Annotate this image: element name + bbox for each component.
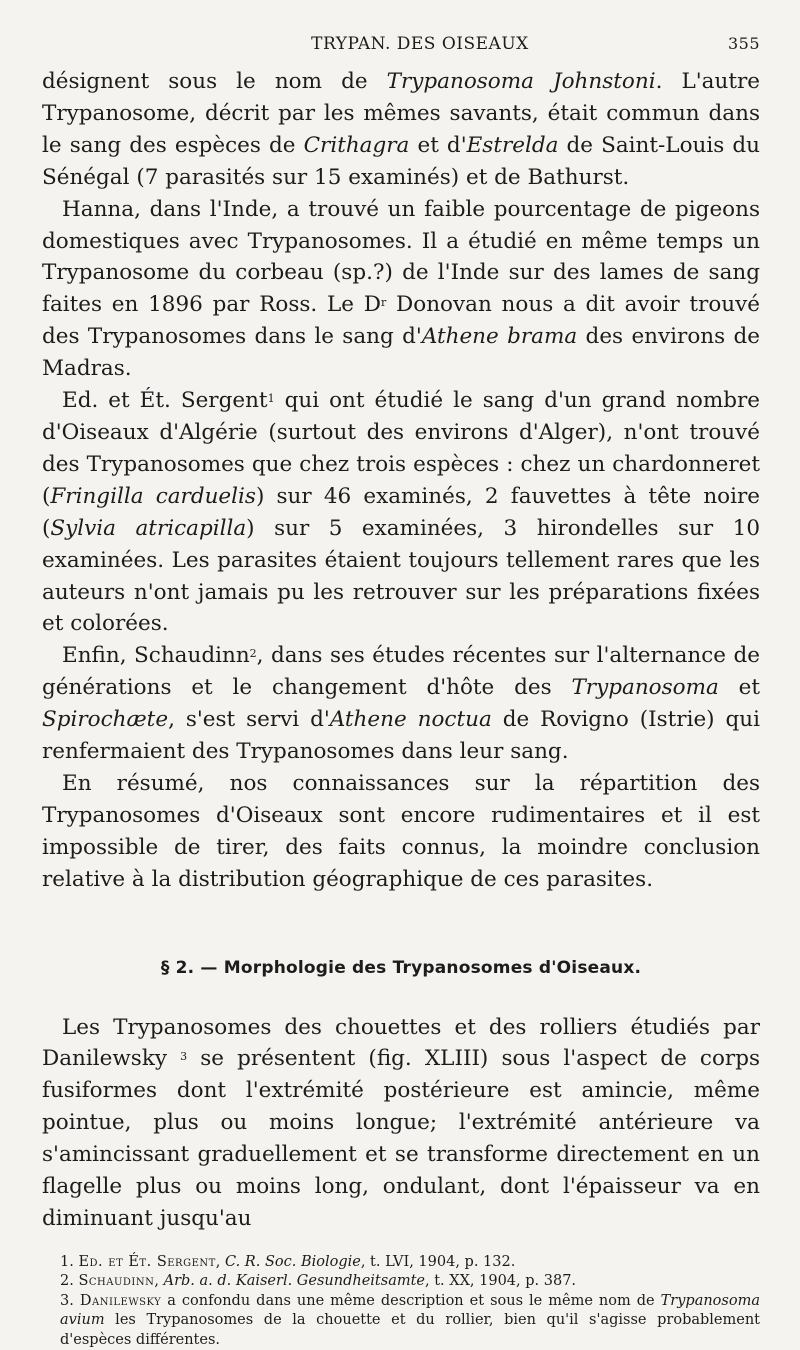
- section-heading: § 2. — Morphologie des Trypanosomes d'Oiseaux.: [160, 957, 642, 978]
- text-run: les Trypanosomes de la chouette et du rollier, bien qu'il s'agisse probablement d'espèces différentes.: [60, 1312, 760, 1348]
- text-run: . L'autre Trypanosome, décrit par les mêmes savants, était commun dans le sang des espèces de: [42, 69, 760, 158]
- text-run: Ed. et Ét. Sergent: [78, 1253, 216, 1270]
- text-run: Athene brama: [421, 324, 578, 350]
- text-run: Les Trypanosomes des chouettes et des rolliers étudiés par Danilewsky: [42, 1014, 760, 1072]
- paragraph: [42, 194, 760, 385]
- text-run: qui ont étudié le sang d'un grand nombre d'Oiseaux d'Algérie (surtout des environs d'Alger), n'ont trouvé des Trypanosomes que chez trois espèces : chez un chardonneret (: [42, 388, 761, 509]
- footnote-ref: 1: [267, 392, 275, 406]
- paragraph: [42, 1012, 760, 1235]
- text-run: , t. LVI, 1904, p. 132.: [360, 1253, 516, 1270]
- text-block-1: [42, 66, 760, 896]
- paragraph: [42, 768, 760, 896]
- text-run: 1.: [60, 1253, 79, 1270]
- text-run: Estrelda: [466, 132, 559, 158]
- text-run: ,: [154, 1273, 164, 1290]
- footnote-ref: 3: [180, 1050, 188, 1064]
- text-run: désignent sous le nom de: [42, 69, 387, 94]
- text-run: des environs de Madras.: [42, 324, 760, 382]
- page-number: 355: [727, 34, 760, 53]
- text-run: Athene noctua: [329, 707, 492, 733]
- text-run: , t. XX, 1904, p. 387.: [425, 1273, 577, 1290]
- text-run: Hanna, dans l'Inde, a trouvé un faible pourcentage de pigeons domestiques avec Trypanosomes. Il a étudié en même temps un Trypanosome du corbeau (sp.?) de l'Inde sur des lames de sang faites en 1896 par Ross. Le D: [42, 196, 760, 318]
- text-run: de Saint-Louis du Sénégal (7 parasités sur 15 examinés) et de Bathurst.: [42, 132, 760, 190]
- text-run: et: [718, 675, 760, 701]
- text-run: Fringilla carduelis: [50, 483, 256, 509]
- text-run: Danilewsky: [79, 1292, 162, 1309]
- text-block-2: [42, 1012, 760, 1235]
- text-run: En résumé, nos connaissances sur la répartition des Trypanosomes d'Oiseaux sont encore rudimentaires et il est impossible de tirer, des faits connus, la moindre conclusion relative à la distribution géographique de ces parasites.: [42, 770, 760, 892]
- paragraph: [42, 66, 760, 194]
- text-run: Enfin, Schaudinn: [62, 643, 250, 669]
- paragraph: [42, 385, 760, 640]
- running-title: TRYPAN. DES OISEAUX: [311, 34, 529, 54]
- text-run: Trypanosoma: [571, 675, 719, 701]
- paragraph: [42, 640, 760, 768]
- footnote-ref: r: [381, 296, 387, 310]
- text-run: 3.: [60, 1292, 80, 1309]
- footnote: [42, 1253, 760, 1273]
- text-run: Ed. et Ét. Sergent: [62, 388, 268, 414]
- text-run: Spirochæte: [42, 707, 169, 733]
- text-run: se présentent (fig. XLIII) sous l'aspect de corps fusiformes dont l'extrémité postérieure est amincie, même pointue, plus ou moins longue; l'extrémité antérieure va s'amincissant graduellement et se transforme directement en un flagelle plus ou moins long, ondulant, dont l'épaisseur va en diminuant jusqu'au: [42, 1046, 760, 1231]
- main-text: [42, 66, 760, 1235]
- footnote-ref: 2: [249, 647, 257, 661]
- text-run: Schaudinn: [78, 1273, 155, 1290]
- text-run: ) sur 5 examinées, 3 hirondelles sur 10 examinées. Les parasites étaient toujours tellement rares que les auteurs n'ont jamais pu les retrouver sur les préparations fixées et colorées.: [42, 515, 761, 637]
- text-run: , dans ses études récentes sur l'alternance de générations et le changement d'hôte des: [42, 643, 760, 701]
- text-run: Trypanosoma Johnstoni: [386, 69, 656, 94]
- text-run: de Rovigno (Istrie) qui renfermaient des Trypanosomes dans leur sang.: [42, 707, 760, 765]
- text-run: et d': [409, 132, 467, 158]
- text-run: , s'est servi d': [168, 707, 330, 733]
- text-run: ,: [215, 1253, 226, 1270]
- text-run: Arb. a. d. Kaiserl. Gesundheitsamte: [163, 1273, 425, 1290]
- footnotes: [42, 1253, 760, 1350]
- footnote: [42, 1292, 760, 1350]
- running-header: [42, 34, 760, 58]
- text-run: Crithagra: [303, 132, 410, 158]
- text-run: ) sur 46 examinés, 2 fauvettes à tête noire (: [42, 483, 761, 541]
- text-run: a confondu dans une même description et sous le même nom de: [161, 1292, 661, 1309]
- footnote: [42, 1272, 760, 1292]
- text-run: Sylvia atricapilla: [50, 515, 247, 541]
- text-run: 2.: [60, 1273, 79, 1290]
- text-run: C. R. Soc. Biologie: [225, 1253, 361, 1270]
- text-run: Donovan nous a dit avoir trouvé des Trypanosomes dans le sang d': [42, 292, 760, 350]
- text-run: Trypanosoma avium: [60, 1292, 760, 1329]
